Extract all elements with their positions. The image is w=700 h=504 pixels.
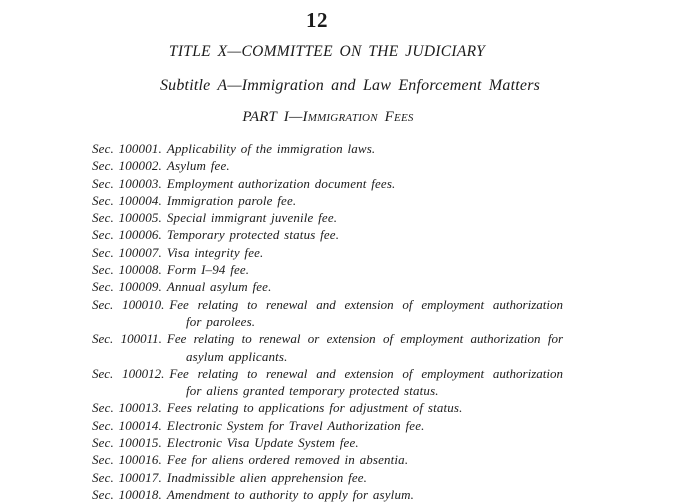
- toc-entry: [92, 278, 563, 295]
- page-number: 12: [306, 8, 328, 32]
- toc-entry-title: Inadmissible alien apprehension fee.: [166, 469, 368, 485]
- toc-entry: [92, 226, 563, 243]
- toc-entry-label: Sec. 100003.: [92, 175, 162, 191]
- toc-entry-title: Fee relating to renewal or extension of employment authorization for: [166, 331, 564, 347]
- toc-entry: [92, 330, 563, 365]
- toc-entry-label: Sec. 100013.: [92, 400, 162, 416]
- toc-entry: [92, 175, 563, 192]
- toc-entry-line: [92, 486, 563, 503]
- toc-entry-label: Sec. 100016.: [92, 452, 162, 468]
- toc-entry-label: Sec. 100006.: [92, 227, 162, 243]
- toc-entry-line: [92, 140, 563, 157]
- toc-entry-line: [92, 226, 563, 243]
- toc-entry-continuation: for aliens granted temporary protected status.: [186, 383, 439, 399]
- toc-entry-continuation: asylum applicants.: [186, 348, 288, 364]
- toc-entry-line: [92, 296, 563, 313]
- toc-entry-title: Form I–94 fee.: [166, 262, 250, 278]
- toc-entry: [92, 157, 563, 174]
- toc-entry-line: [92, 469, 563, 486]
- toc-entry-label: Sec. 100010.: [92, 296, 165, 312]
- toc-entry: [92, 486, 563, 503]
- toc-entry: [92, 451, 563, 468]
- toc-entry: [92, 192, 563, 209]
- toc-entry: [92, 365, 563, 400]
- toc-entry-line: [92, 365, 563, 382]
- toc-entry-label: Sec. 100011.: [92, 331, 162, 347]
- toc-entry-title: Asylum fee.: [166, 158, 230, 174]
- toc-entry-label: Sec. 100002.: [92, 158, 162, 174]
- toc-entry-title: Temporary protected status fee.: [166, 227, 340, 243]
- part-heading: [0, 109, 678, 126]
- toc-entry-line: [92, 175, 563, 192]
- toc-entry-line: [92, 278, 563, 295]
- toc-entry-line: [92, 434, 563, 451]
- part-heading-prefix: PART I—: [242, 109, 303, 125]
- toc-entry-title: Visa integrity fee.: [166, 244, 264, 260]
- toc-entry-title: Fee relating to renewal and extension of employment authorization: [169, 296, 563, 312]
- toc-entry-label: Sec. 100012.: [92, 365, 165, 381]
- toc-entry-label: Sec. 100018.: [92, 486, 162, 502]
- toc-entry-title: Special immigrant juvenile fee.: [166, 210, 338, 226]
- toc-entry-line: [92, 417, 563, 434]
- toc-entry: [92, 417, 563, 434]
- toc-entry: [92, 296, 563, 331]
- toc-entry: [92, 469, 563, 486]
- toc-entry: [92, 261, 563, 278]
- toc-entry-title: Immigration parole fee.: [166, 192, 297, 208]
- toc-entry-line: [92, 244, 563, 261]
- toc-entry-line: [92, 451, 563, 468]
- toc-entry-title: Annual asylum fee.: [166, 279, 272, 295]
- toc-entry-title: Electronic System for Travel Authorization fee.: [166, 417, 425, 433]
- toc-entry-title: Amendment to authority to apply for asylum.: [166, 486, 415, 502]
- toc-entry-title: Employment authorization document fees.: [166, 175, 396, 191]
- toc-entry-title: Fees relating to applications for adjustment of status.: [166, 400, 463, 416]
- subtitle-heading: Subtitle A—Immigration and Law Enforcement Matters: [159, 77, 541, 94]
- toc-entry-line: [92, 399, 563, 416]
- toc-entry-label: Sec. 100015.: [92, 435, 162, 451]
- toc-entry-label: Sec. 100001.: [92, 141, 162, 156]
- toc-entry: [92, 399, 563, 416]
- toc-entry: [92, 209, 563, 226]
- toc-entry-line: [92, 261, 563, 278]
- toc-entry-label: Sec. 100004.: [92, 192, 162, 208]
- toc-entry-title: Applicability of the immigration laws.: [166, 141, 376, 156]
- toc-entry-label: Sec. 100014.: [92, 417, 162, 433]
- toc-entry: [92, 434, 563, 451]
- toc-entry-label: Sec. 100005.: [92, 210, 162, 226]
- toc-entry-label: Sec. 100008.: [92, 262, 162, 278]
- toc-entry-continuation: for parolees.: [186, 313, 256, 329]
- part-heading-name: Immigration Fees: [302, 109, 414, 125]
- toc-entry-line: [92, 192, 563, 209]
- toc-entry: [92, 140, 563, 157]
- toc-entry-label: Sec. 100009.: [92, 279, 162, 295]
- title-heading: TITLE X—COMMITTEE ON THE JUDICIARY: [168, 43, 486, 60]
- toc-list: [92, 140, 563, 503]
- toc-entry: [92, 244, 563, 261]
- toc-entry-title: Fee relating to renewal and extension of employment authorization: [169, 365, 563, 381]
- toc-entry-line: [92, 157, 563, 174]
- toc-entry-title: Fee for aliens ordered removed in absentia.: [166, 452, 409, 468]
- toc-entry-title: Electronic Visa Update System fee.: [166, 435, 359, 451]
- toc-entry-line: [92, 209, 563, 226]
- toc-entry-label: Sec. 100017.: [92, 469, 162, 485]
- toc-entry-line: [92, 330, 563, 347]
- toc-entry-label: Sec. 100007.: [92, 244, 162, 260]
